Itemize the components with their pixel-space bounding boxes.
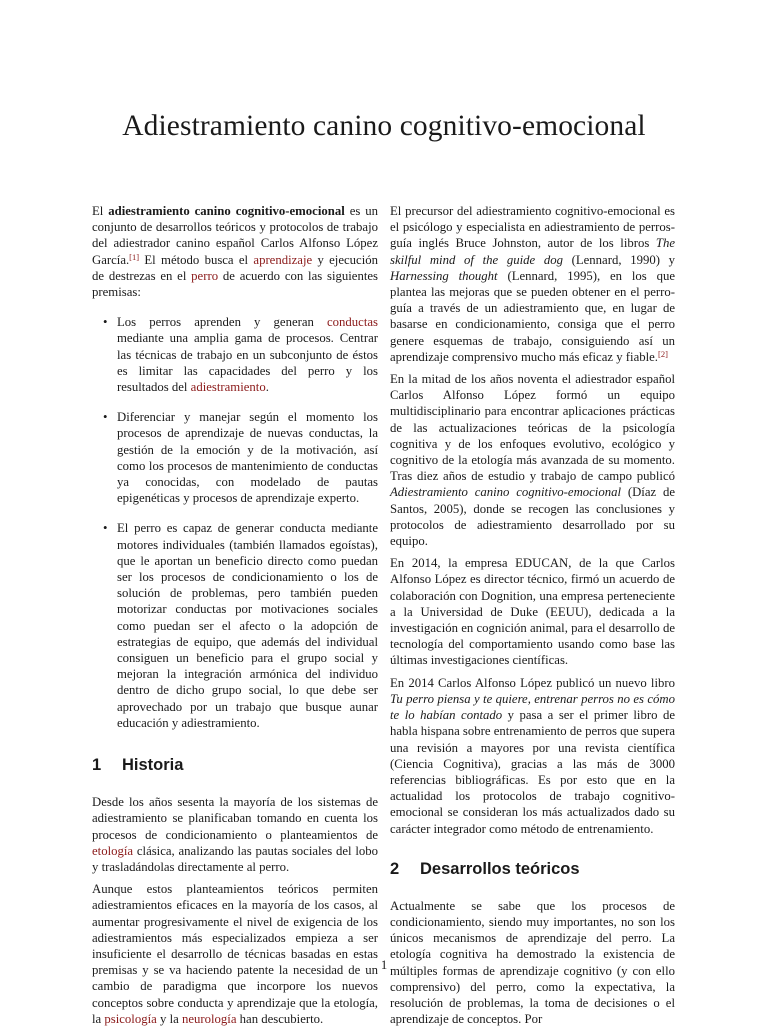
paragraph-text: En la mitad de los años noventa el adiestrador español Carlos Alfonso López formó un equipo multidisciplinario para encontrar aplicaciones prácticas de las actualizaciones teóricas de la psicología cognitiva y de los enfoques evolutivo, ecológico y cognitivo de la etología más avanzada de su momento. Tras diez años de estudio y trabajo de campo publicó <box>390 372 675 484</box>
paragraph-text: y la <box>156 1011 182 1026</box>
intro-paragraph <box>92 203 378 300</box>
paragraph-text: En 2014 Carlos Alfonso López publicó un nuevo libro <box>390 675 675 690</box>
paragraph-text: Desde los años sesenta la mayoría de los sistemas de adiestramiento se planificaban tomando en cuenta los procesos de condicionamiento o planteamientos de <box>92 795 378 842</box>
bullet-text: . <box>265 380 269 395</box>
section-number: 1 <box>92 756 102 775</box>
paragraph-text: han descubierto. <box>236 1011 324 1026</box>
precursor-paragraph <box>390 203 675 365</box>
link-perro[interactable]: perro <box>191 268 219 283</box>
historia-paragraph-1 <box>92 794 378 875</box>
reference-link-1[interactable]: [1] <box>129 251 140 262</box>
page-number: 1 <box>380 958 388 972</box>
link-neurologia[interactable]: neurología <box>181 1011 237 1026</box>
paragraph-text: El precursor del adiestramiento cognitivo-emocional es el psicólogo y especialista en adiestramiento de perros-guía inglés Bruce Johnston, autor de los libros <box>390 204 675 251</box>
section-title: Desarrollos teóricos <box>420 859 580 878</box>
paragraph-text: Aunque estos planteamientos teóricos permiten adiestramientos eficaces en la mayoría de los casos, al aumentar progresivamente el nivel de exigencia de los adiestramientos más especializados empieza a ser insuficiente el desarrollo de técnicas basadas en estas premisas y se va haciendo patente la necesidad de un cambio de paradigma que incorpore los nuevos conceptos sobre conducta y aprendizaje que la etología, la <box>92 882 378 1026</box>
link-aprendizaje[interactable]: aprendizaje <box>253 252 313 267</box>
book-2014-paragraph <box>390 675 675 837</box>
article-title: Adiestramiento canino cognitivo-emocional <box>122 110 646 142</box>
link-psicologia[interactable]: psicología <box>104 1011 157 1026</box>
paragraph-text: clásica, analizando las pautas sociales del lobo y trasladándolas directamente al perro. <box>92 843 378 874</box>
section-heading-historia <box>92 755 378 775</box>
intro-text: El método busca el <box>139 252 254 267</box>
paragraph-text: (Lennard, 1995), en los que plantea las mejoras que se pueden obtener en el perro-guía a través de un adiestramiento que, en lugar de basarse en condicionamiento, consiga que el perro genere esquemas de trabajo, consiguiendo así un aprendizaje comprensivo mucho más eficaz y fiable. <box>390 268 675 364</box>
bullet-text: mediante una amplia gama de procesos. Centrar las técnicas de trabajo en un subconjunto de éstos es limitar las capacidades del perro y los resultados del <box>117 331 378 395</box>
list-item <box>117 314 378 395</box>
paragraph-text: y pasa a ser el primer libro de habla hispana sobre entrenamiento de perros que supera una revisión a mayores por una revista científica (Ciencia Cognitiva), gracias a las más de 3000 referencias bibliográficas. Es por esto que en la actualidad los protocolos de trabajo cognitivo-emocional se consideran los más actualizados dado su carácter integrador como método de entrenamiento. <box>390 708 675 836</box>
section-title: Historia <box>122 756 184 775</box>
book-title: Tu perro piensa y te quiere, entrenar perros no es cómo te lo habían contado <box>390 691 675 723</box>
educan-paragraph: En 2014, la empresa EDUCAN, de la que Carlos Alfonso López es director técnico, firmó un acuerdo de colaboración con Dognition, una empresa perteneciente a la Universidad de Duke (EEUU), dedicada a la investigación en cognición animal, para el desarrollo de tecnología del comportamiento usando como base las últimas investigaciones científicas. <box>390 556 675 668</box>
intro-text: es un conjunto de desarrollos teóricos y protocolos de trabajo del adiestrador canino español Carlos Alfonso López García. <box>92 204 378 267</box>
intro-text: El <box>92 204 109 218</box>
book-title: The skilful mind of the guide dog <box>390 236 675 267</box>
book-title: Harnessing thought <box>390 268 498 283</box>
book-title: Adiestramiento canino cognitivo-emocional <box>390 485 622 500</box>
right-column <box>390 203 675 1033</box>
link-adiestramiento[interactable]: adiestramiento <box>190 380 266 395</box>
bullet-text: Los perros aprenden y generan <box>117 315 328 330</box>
nineties-paragraph <box>390 371 675 549</box>
left-column <box>92 203 378 1033</box>
intro-text: y ejecución de destrezas en el <box>92 252 378 283</box>
intro-text: de acuerdo con las siguientes premisas: <box>92 268 378 300</box>
historia-paragraph-2 <box>92 881 378 1027</box>
list-item: • Diferenciar y manejar según el momento los procesos de aprendizaje de nuevas conductas, la gestión de la emoción y de la motivación, así como los procesos de mantenimiento de conductas ya conocidas, con modelado de pautas epigenéticas y procesos de aprendizaje experto. <box>117 409 378 506</box>
intro-bold-term: adiestramiento canino cognitivo-emocional <box>108 204 345 218</box>
link-conductas[interactable]: conductas <box>327 315 378 330</box>
paragraph-text: (Díaz de Santos, 2005), donde se recogen las conclusiones y protocolos de adiestramiento desarrollado por su equipo. <box>390 485 675 549</box>
desarrollos-paragraph: Actualmente se sabe que los procesos de condicionamiento, siendo muy importantes, no son los únicos mecanismos de aprendizaje del perro. La etología cognitiva ha demostrado la existencia de múltiples formas de aprendizaje cognitivo (y con ello comprensivo) del perro, como la expectativa, la resolución de problemas, la toma de decisiones o el aprendizaje de conceptos. Por <box>390 898 675 1027</box>
list-item: • El perro es capaz de generar conducta mediante motores individuales (también llamados egoístas), que le aportan un beneficio directo como puedan ser los procesos de condicionamiento o los de solución de problemas, pero también pueden motorizar conductas por motivaciones sociales como puedan ser el afecto o la adopción de estrategias de equipo, que además del individual consiguen un beneficio para el grupo social y mejoran la integración armónica del individuo dentro de dicho grupo social, lo que debe ser aprovechado por un trabajo que busque aunar educación y adiestramiento. <box>117 520 378 731</box>
link-etologia[interactable]: etología <box>92 843 134 858</box>
paragraph-text: (Lennard, 1990) y <box>562 252 675 267</box>
reference-link-2[interactable]: [2] <box>658 348 668 359</box>
section-heading-desarrollos <box>390 859 675 879</box>
premises-list <box>92 314 378 731</box>
section-number: 2 <box>390 859 400 878</box>
